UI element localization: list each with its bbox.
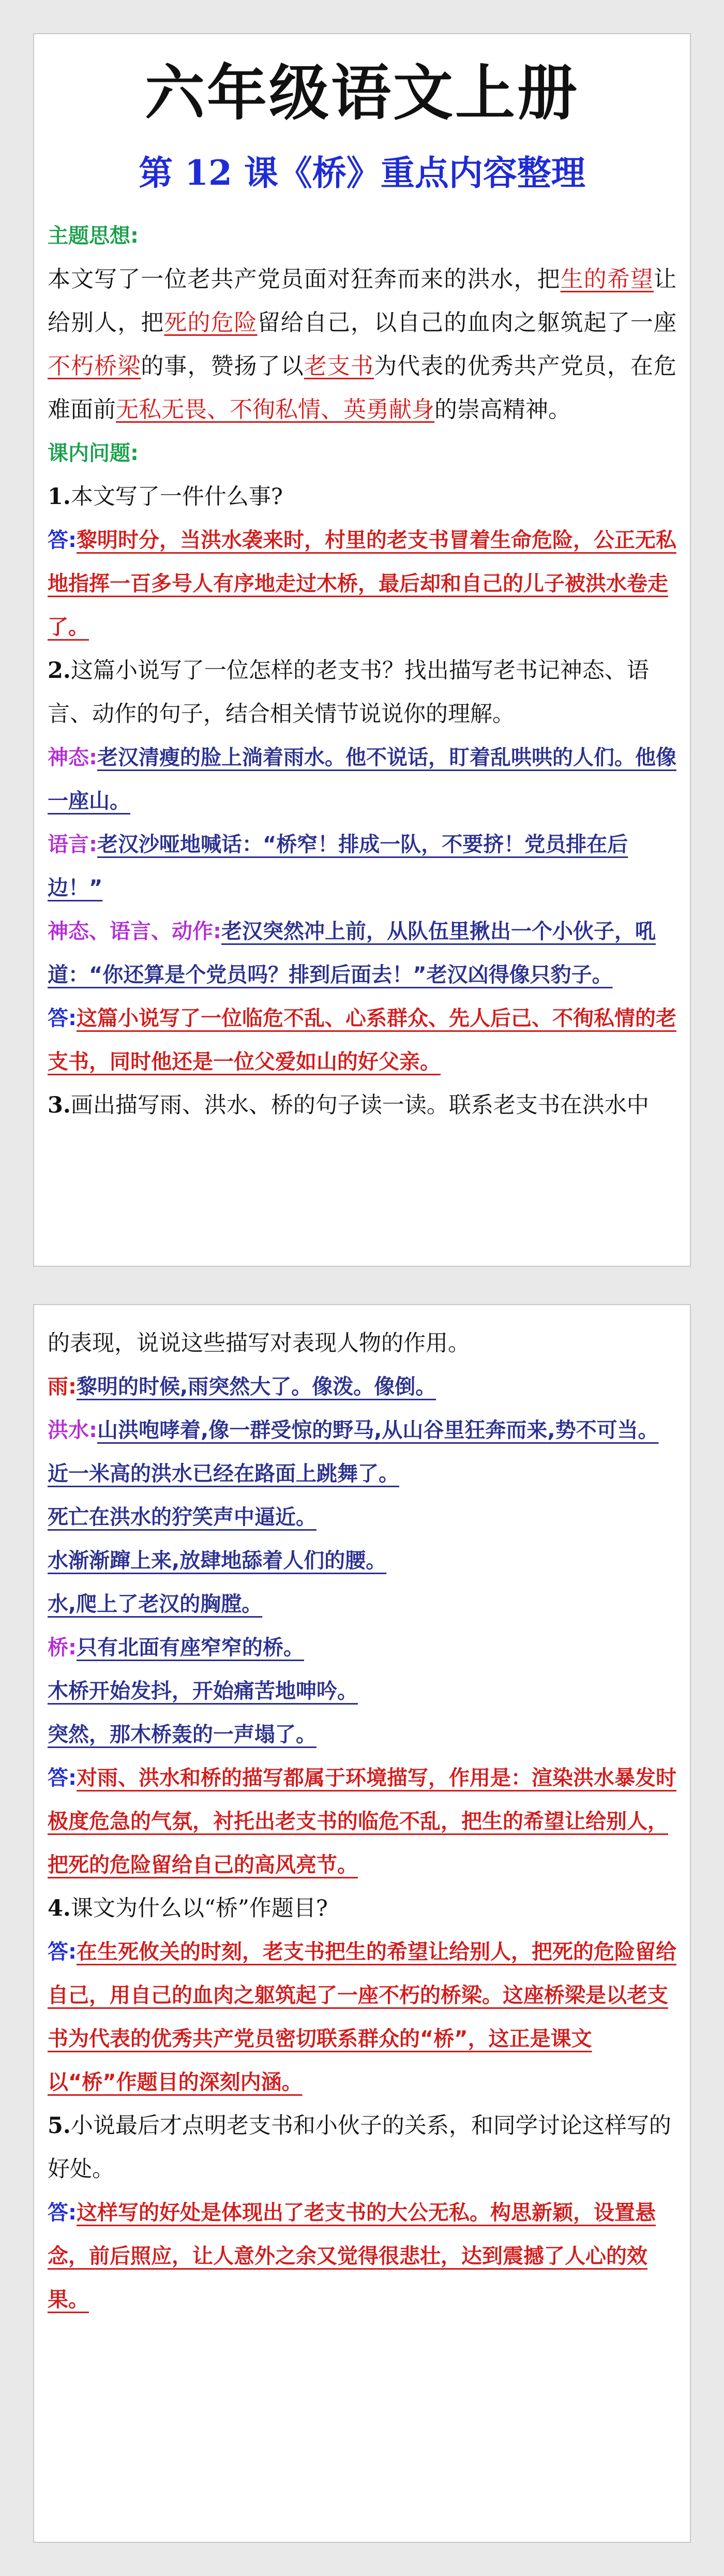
answer-label: 答: bbox=[48, 2201, 77, 2225]
question-4 bbox=[48, 1887, 676, 1930]
page-2 bbox=[33, 1304, 691, 2543]
highlight-phrase: 生的希望 bbox=[560, 266, 654, 292]
theme-text: 本文写了一位老共产党员面对狂奔而来的洪水，把 bbox=[48, 266, 561, 292]
question-1 bbox=[48, 475, 676, 519]
theme-text: 的崇高精神。 bbox=[434, 396, 571, 423]
item-label: 洪水: bbox=[48, 1418, 97, 1442]
answer-label: 答: bbox=[48, 1940, 77, 1964]
answer-4 bbox=[48, 1930, 676, 2104]
item-text: 老汉沙哑地喊话：“桥窄！排成一队，不要挤！党员排在后边！” bbox=[48, 833, 628, 900]
answer-label: 答: bbox=[48, 1766, 77, 1790]
theme-paragraph bbox=[48, 258, 676, 432]
theme-text: 的事，赞扬了以 bbox=[141, 353, 304, 379]
item-label: 神态: bbox=[48, 746, 97, 769]
description-item bbox=[48, 1582, 676, 1626]
highlight-phrase: 死的危险 bbox=[164, 309, 258, 336]
description-item bbox=[48, 1496, 676, 1539]
item-text: 老汉突然冲上前，从队伍里揪出一个小伙子，吼道：“你还算是个党员吗？排到后面去！”老汉凶得像只豹子。 bbox=[48, 920, 656, 987]
description-item bbox=[48, 823, 676, 910]
answer-text: 这样写的好处是体现出了老支书的大公无私。构思新颖，设置悬念，前后照应，让人意外之余又觉得很悲壮，达到震撼了人心的效果。 bbox=[48, 2201, 656, 2312]
answer-text: 黎明时分，当洪水袭来时，村里的老支书冒着生命危险，公正无私地指挥一百多号人有序地走过木桥，最后却和自己的儿子被洪水卷走了。 bbox=[48, 528, 676, 639]
item-text: 突然，那木桥轰的一声塌了。 bbox=[48, 1723, 316, 1746]
answer-2 bbox=[48, 997, 676, 1084]
question-number: 5. bbox=[48, 2113, 71, 2139]
question-text: 本文写了一件什么事? bbox=[70, 484, 283, 510]
question-text: 小说最后才点明老支书和小伙子的关系，和同学讨论这样写的好处。 bbox=[48, 2113, 671, 2182]
page-title: 六年级语文上册 bbox=[145, 58, 579, 128]
description-item bbox=[48, 1669, 676, 1713]
question-number: 3. bbox=[48, 1092, 71, 1118]
highlight-phrase: 老支书 bbox=[304, 353, 374, 379]
lesson-subtitle: 第 12 课《桥》重点内容整理 bbox=[139, 153, 585, 193]
answer-text: 在生死攸关的时刻，老支书把生的希望让给别人，把死的危险留给自己，用自己的血肉之躯筑起了一座不朽的桥梁。这座桥梁是以老支书为代表的优秀共产党员密切联系群众的“桥”，这正是课文以“桥”作题目的深刻内涵。 bbox=[48, 1940, 676, 2094]
item-label: 桥: bbox=[48, 1636, 77, 1660]
item-text: 山洪咆哮着,像一群受惊的野马,从山谷里狂奔而来,势不可当。 bbox=[97, 1418, 659, 1442]
answer-label: 答: bbox=[48, 528, 77, 552]
question-text: 画出描写雨、洪水、桥的句子读一读。联系老支书在洪水中 bbox=[70, 1092, 649, 1118]
description-item bbox=[48, 1409, 676, 1452]
answer-text: 对雨、洪水和桥的描写都属于环境描写，作用是：渲染洪水暴发时极度危急的气氛，衬托出老支书的临危不乱，把生的希望让给别人，把死的危险留给自己的高风亮节。 bbox=[48, 1766, 676, 1877]
description-item bbox=[48, 1626, 676, 1669]
item-label: 语言: bbox=[48, 833, 97, 856]
item-text: 黎明的时候,雨突然大了。像泼。像倒。 bbox=[77, 1375, 436, 1399]
theme-text: 留给自己，以自己的血肉之躯筑起了一座 bbox=[257, 309, 677, 336]
highlight-phrase: 无私无畏、不徇私情、英勇献身 bbox=[116, 396, 434, 423]
question-3 bbox=[48, 1084, 676, 1127]
highlight-phrase: 不朽桥梁 bbox=[48, 353, 141, 379]
questions-heading: 课内问题: bbox=[48, 441, 139, 465]
answer-1 bbox=[48, 519, 676, 649]
answer-text: 这篇小说写了一位临危不乱、心系群众、先人后己、不徇私情的老支书，同时他还是一位父爱如山的好父亲。 bbox=[48, 1006, 676, 1074]
answer-label: 答: bbox=[48, 1006, 77, 1030]
question-number: 4. bbox=[48, 1896, 71, 1921]
description-item bbox=[48, 910, 676, 997]
item-text: 木桥开始发抖，开始痛苦地呻吟。 bbox=[48, 1679, 358, 1703]
theme-heading: 主题思想: bbox=[48, 224, 139, 248]
item-text: 近一米高的洪水已经在路面上跳舞了。 bbox=[48, 1462, 399, 1486]
question-number: 2. bbox=[48, 658, 71, 684]
description-item bbox=[48, 1539, 676, 1582]
theme-text: 让给别人，把 bbox=[48, 266, 677, 336]
question-2 bbox=[48, 649, 676, 736]
answer-3 bbox=[48, 1756, 676, 1887]
description-item bbox=[48, 1713, 676, 1756]
item-text: 死亡在洪水的狞笑声中逼近。 bbox=[48, 1505, 316, 1529]
page-1 bbox=[33, 33, 691, 1267]
item-label: 雨: bbox=[48, 1375, 77, 1399]
question-3-continued bbox=[48, 1322, 676, 1365]
question-number: 1. bbox=[48, 484, 71, 510]
question-text: 这篇小说写了一位怎样的老支书？找出描写老书记神态、语言、动作的句子，结合相关情节说说你的理解。 bbox=[48, 658, 649, 727]
description-item bbox=[48, 1365, 676, 1409]
item-text: 只有北面有座窄窄的桥。 bbox=[77, 1636, 304, 1660]
theme-text: 为代表的优秀共产党员，在危难面前 bbox=[48, 353, 677, 423]
description-item bbox=[48, 1452, 676, 1496]
question-text: 的表现，说说这些描写对表现人物的作用。 bbox=[48, 1330, 470, 1356]
item-text: 老汉清瘦的脸上淌着雨水。他不说话，盯着乱哄哄的人们。他像一座山。 bbox=[48, 746, 676, 813]
item-text: 水渐渐蹿上来,放肆地舔着人们的腰。 bbox=[48, 1549, 387, 1573]
question-5 bbox=[48, 2104, 676, 2191]
description-item bbox=[48, 736, 676, 823]
question-text: 课文为什么以“桥”作题目? bbox=[70, 1896, 328, 1921]
answer-5 bbox=[48, 2191, 676, 2321]
item-text: 水,爬上了老汉的胸膛。 bbox=[48, 1592, 263, 1616]
item-label: 神态、语言、动作: bbox=[48, 920, 221, 943]
